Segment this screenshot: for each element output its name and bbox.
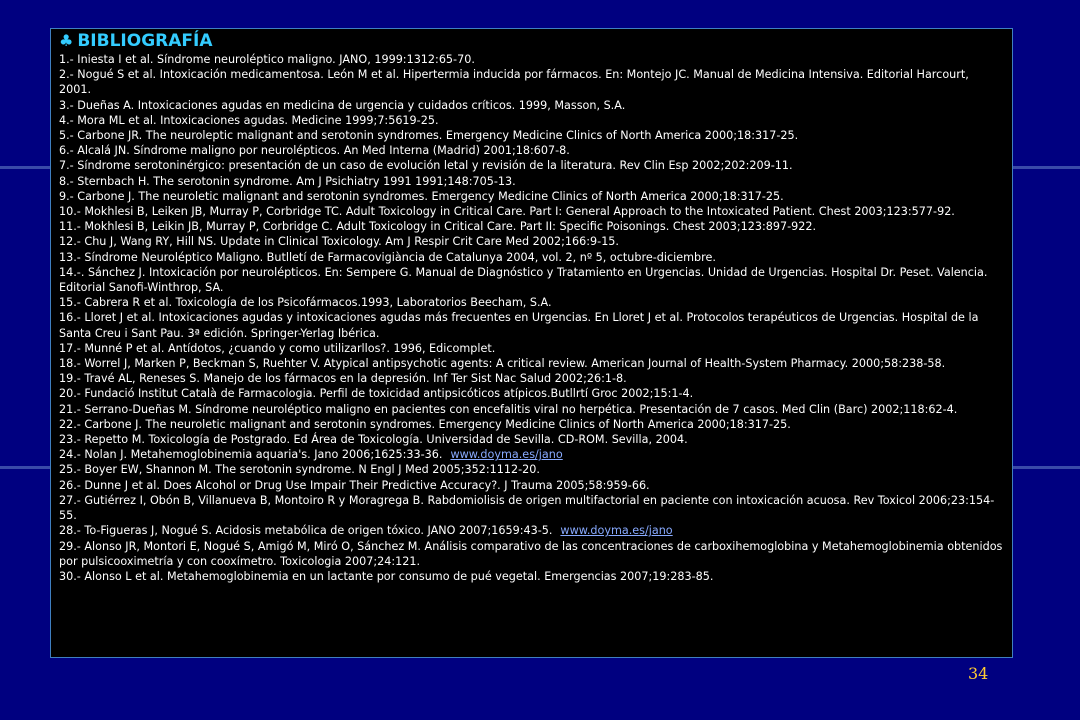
reference-text: 8.- Sternbach H. The serotonin syndrome. Am J Psichiatry 1991 1991;148:705-13. bbox=[59, 174, 516, 188]
reference-item bbox=[59, 143, 1004, 158]
reference-item bbox=[59, 113, 1004, 128]
reference-item bbox=[59, 523, 1004, 538]
reference-item bbox=[59, 310, 1004, 340]
reference-text: 6.- Alcalá JN. Síndrome maligno por neurolépticos. An Med Interna (Madrid) 2001;18:607-8. bbox=[59, 144, 570, 158]
page-number: 34 bbox=[968, 664, 989, 683]
reference-text: 11.- Mokhlesi B, Leikin JB, Murray P, Corbridge C. Adult Toxicology in Critical Care. Part II: Specific Poisonings. Chest 2003;123:897-922. bbox=[59, 220, 817, 234]
reference-text: 28.- To-Figueras J, Nogué S. Acidosis metabólica de origen tóxico. JANO 2007;1659:43-5. bbox=[59, 524, 553, 538]
reference-text: 4.- Mora ML et al. Intoxicaciones agudas. Medicine 1999;7:5619-25. bbox=[59, 113, 439, 127]
reference-link[interactable]: www.doyma.es/jano bbox=[560, 524, 673, 538]
reference-text: 3.- Dueñas A. Intoxicaciones agudas en medicina de urgencia y cuidados críticos. 1999, Masson, S.A. bbox=[59, 98, 626, 112]
reference-item bbox=[59, 569, 1004, 584]
reference-text: 9.- Carbone J. The neuroletic malignant and serotonin syndromes. Emergency Medicine Clinics of North America 2000;18:317-25. bbox=[59, 189, 784, 203]
reference-text: 27.- Gutiérrez I, Obón B, Villanueva B, Montoiro R y Moragrega B. Rabdomiolisis de origen multifactorial en paciente con intoxicación acuosa. Rev Toxicol 2006;23:154-55. bbox=[59, 493, 995, 523]
reference-item bbox=[59, 447, 1004, 462]
reference-item bbox=[59, 158, 1004, 173]
reference-item bbox=[59, 417, 1004, 432]
reference-item bbox=[59, 341, 1004, 356]
reference-text: 5.- Carbone JR. The neuroleptic malignant and serotonin syndromes. Emergency Medicine Clinics of North America 2000;18:317-25. bbox=[59, 129, 799, 143]
reference-item bbox=[59, 371, 1004, 386]
reference-text: 23.- Repetto M. Toxicología de Postgrado. Ed Área de Toxicología. Universidad de Sevilla. CD-ROM. Sevilla, 2004. bbox=[59, 433, 688, 447]
bibliography-heading bbox=[59, 31, 1004, 51]
reference-item bbox=[59, 432, 1004, 447]
reference-text: 16.- Lloret J et al. Intoxicaciones agudas y intoxicaciones agudas más frecuentes en Urgencias. En Lloret J et al. Protocolos terapéuticos de Urgencias. Hospital de la Santa Creu i Sant Pau. 3ª edición. Springer-Yerlag Ibérica. bbox=[59, 311, 979, 340]
reference-item bbox=[59, 265, 1004, 295]
reference-item bbox=[59, 174, 1004, 189]
reference-text: 14.-. Sánchez J. Intoxicación por neurolépticos. En: Sempere G. Manual de Diagnóstico y Tratamiento en Urgencias. Unidad de Urgencias. Hospital Dr. Peset. Valencia. Editorial Sanofi-Winthrop, SA. bbox=[59, 265, 988, 295]
reference-text: 30.- Alonso L et al. Metahemoglobinemia en un lactante por consumo de pué vegetal. Emergencias 2007;19:283-85. bbox=[59, 569, 714, 583]
reference-item bbox=[59, 67, 1004, 97]
reference-text: 7.- Síndrome serotoninérgico: presentación de un caso de evolución letal y revisión de la literatura. Rev Clin Esp 2002;202:209-11. bbox=[59, 159, 793, 173]
reference-item bbox=[59, 219, 1004, 234]
reference-item bbox=[59, 539, 1004, 569]
reference-item bbox=[59, 402, 1004, 417]
reference-text: 18.- Worrel J, Marken P, Beckman S, Ruehter V. Atypical antipsychotic agents: A critical review. American Journal of Health-System Pharmacy. 2000;58:238-58. bbox=[59, 357, 946, 371]
reference-text: 22.- Carbone J. The neuroletic malignant and serotonin syndromes. Emergency Medicine Clinics of North America 2000;18:317-25. bbox=[59, 417, 791, 431]
reference-text: 13.- Síndrome Neuroléptico Maligno. Butlletí de Farmacovigiància de Catalunya 2004, vol. 2, nº 5, octubre-diciembre. bbox=[59, 250, 716, 264]
reference-text: 21.- Serrano-Dueñas M. Síndrome neuroléptico maligno en pacientes con encefalitis viral no herpética. Presentación de 7 casos. Med Clin (Barc) 2002;118:62-4. bbox=[59, 402, 958, 416]
reference-item bbox=[59, 250, 1004, 265]
reference-item bbox=[59, 189, 1004, 204]
reference-text: 25.- Boyer EW, Shannon M. The serotonin syndrome. N Engl J Med 2005;352:1112-20. bbox=[59, 463, 540, 477]
reference-item bbox=[59, 478, 1004, 493]
reference-text: 24.- Nolan J. Metahemoglobinemia aquaria's. Jano 2006;1625:33-36. bbox=[59, 448, 443, 462]
reference-link[interactable]: www.doyma.es/jano bbox=[450, 448, 563, 462]
reference-text: 12.- Chu J, Wang RY, Hill NS. Update in Clinical Toxicology. Am J Respir Crit Care Med 2002;166:9-15. bbox=[59, 235, 619, 249]
reference-item bbox=[59, 295, 1004, 310]
reference-text: 2.- Nogué S et al. Intoxicación medicamentosa. León M et al. Hipertermia inducida por fármacos. En: Montejo JC. Manual de Medicina Intensiva. Editorial Harcourt, 2001. bbox=[59, 68, 969, 97]
bibliography-panel bbox=[50, 28, 1013, 658]
reference-item bbox=[59, 98, 1004, 113]
reference-text: 29.- Alonso JR, Montori E, Nogué S, Amigó M, Miró O, Sánchez M. Análisis comparativo de las concentraciones de carboxihemoglobina y Metahemoglobinemia obtenidos por pulsicooximetría y con cooxímetro. Toxicologia 2007;24:121. bbox=[59, 539, 1003, 568]
reference-text: 1.- Iniesta I et al. Síndrome neuroléptico maligno. JANO, 1999:1312:65-70. bbox=[59, 53, 475, 66]
reference-text: 10.- Mokhlesi B, Leiken JB, Murray P, Corbridge TC. Adult Toxicology in Critical Care. Part I: General Approach to the Intoxicated Patient. Chest 2003;123:577-92. bbox=[59, 205, 955, 219]
reference-item bbox=[59, 493, 1004, 523]
reference-item bbox=[59, 386, 1004, 401]
club-suit-icon: ♣ bbox=[59, 31, 74, 50]
reference-item bbox=[59, 462, 1004, 477]
reference-item bbox=[59, 128, 1004, 143]
reference-text: 15.- Cabrera R et al. Toxicología de los Psicofármacos.1993, Laboratorios Beecham, S.A. bbox=[59, 296, 552, 310]
reference-item bbox=[59, 356, 1004, 371]
reference-list bbox=[59, 52, 1004, 584]
reference-text: 19.- Travé AL, Reneses S. Manejo de los fármacos en la depresión. Inf Ter Sist Nac Salud 2002;26:1-8. bbox=[59, 372, 627, 386]
reference-text: 26.- Dunne J et al. Does Alcohol or Drug Use Impair Their Predictive Accuracy?. J Trauma 2005;58:959-66. bbox=[59, 478, 650, 492]
reference-item bbox=[59, 204, 1004, 219]
reference-text: 20.- Fundació Institut Català de Farmacologia. Perfil de toxicidad antipsicóticos atípicos.Butllrtí Groc 2002;15:1-4. bbox=[59, 387, 694, 401]
reference-item bbox=[59, 234, 1004, 249]
heading-text: BIBLIOGRAFÍA bbox=[77, 31, 213, 51]
reference-item bbox=[59, 52, 1004, 67]
reference-text: 17.- Munné P et al. Antídotos, ¿cuando y como utilizarllos?. 1996, Edicomplet. bbox=[59, 341, 496, 355]
